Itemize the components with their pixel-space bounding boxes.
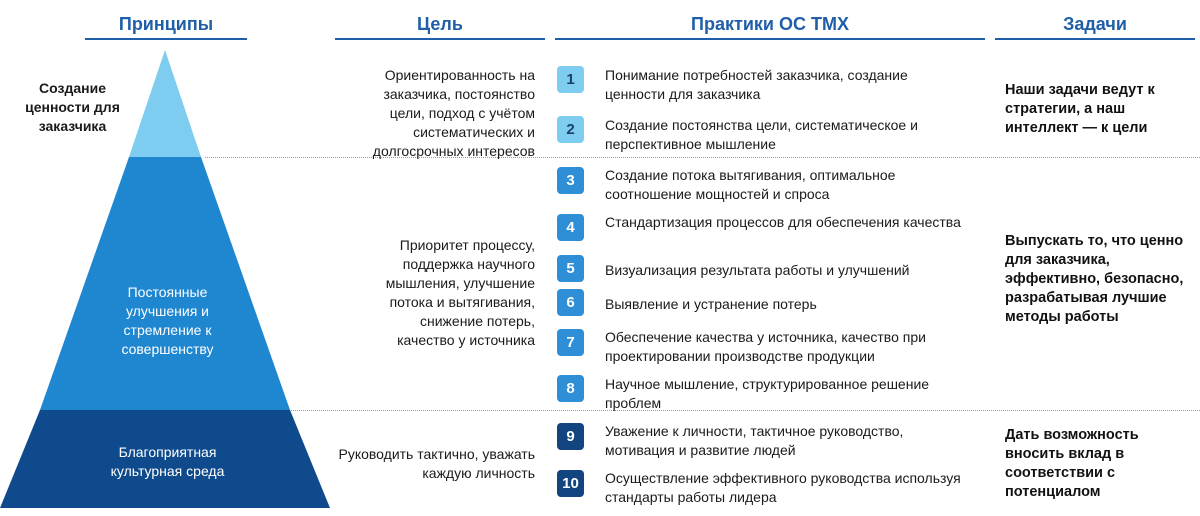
header-tasks: Задачи (1063, 14, 1127, 34)
header-goal: Цель (417, 14, 463, 34)
practice-number-9: 9 (557, 423, 584, 450)
practice-number-10: 10 (557, 470, 584, 497)
practice-text-1: Понимание потребностей заказчика, создание ценности для заказчика (605, 67, 908, 102)
pyramid-tier-top (129, 50, 201, 157)
principle-label-3: Благоприятная культурная среда (110, 444, 225, 479)
practice-number-4: 4 (557, 214, 584, 241)
practice-text-4: Стандартизация процессов для обеспечения качества (605, 214, 961, 230)
header-practices: Практики ОС ТМХ (691, 14, 849, 34)
goal-text-3: Руководить тактично, уважать каждую личность (338, 446, 535, 481)
practice-text-3: Создание потока вытягивания, оптимальное соотношение мощностей и спроса (605, 167, 896, 202)
task-text-3: Дать возможность вносить вклад в соответствии с потенциалом (1005, 427, 1139, 500)
header-goal-underline (335, 38, 545, 40)
principle-label-1: Создание ценности для заказчика (25, 80, 120, 134)
practice-number-5: 5 (557, 255, 584, 282)
header-principles-underline (85, 38, 247, 40)
practice-text-7: Обеспечение качества у источника, качество при проектировании производстве продукции (605, 329, 926, 364)
goal-text-1: Ориентированность на заказчика, постоянство цели, подход с учётом систематических и долгосрочных интересов (372, 67, 535, 159)
practice-number-2: 2 (557, 116, 584, 143)
task-text-1: Наши задачи ведут к стратегии, а наш интеллект — к цели (1005, 82, 1155, 136)
practice-number-3: 3 (557, 167, 584, 194)
principle-label-2: Постоянные улучшения и стремление к совершенству (121, 284, 214, 357)
practice-number-6: 6 (557, 289, 584, 316)
practice-text-2: Создание постоянства цели, систематическое и перспективное мышление (605, 117, 918, 152)
practice-text-6: Выявление и устранение потерь (605, 296, 817, 312)
practice-text-5: Визуализация результата работы и улучшений (605, 262, 910, 278)
goal-text-2: Приоритет процессу, поддержка научного мышления, улучшение потока и вытягивания, снижение потерь, качество у источника (385, 237, 535, 348)
practice-text-8: Научное мышление, структурированное решение проблем (605, 376, 930, 411)
practice-number-8: 8 (557, 375, 584, 402)
task-text-2: Выпускать то, что ценно для заказчика, эффективно, безопасно, разрабатывая лучшие методы работы (1005, 233, 1184, 325)
header-principles: Принципы (118, 14, 214, 34)
practice-text-9: Уважение к личности, тактичное руководство, мотивация и развитие людей (605, 423, 904, 458)
practice-number-7: 7 (557, 329, 584, 356)
header-tasks-underline (995, 38, 1195, 40)
practice-number-1: 1 (557, 66, 584, 93)
header-practices-underline (555, 38, 985, 40)
practice-text-10: Осуществление эффективного руководства используя стандарты работы лидера (605, 470, 961, 505)
